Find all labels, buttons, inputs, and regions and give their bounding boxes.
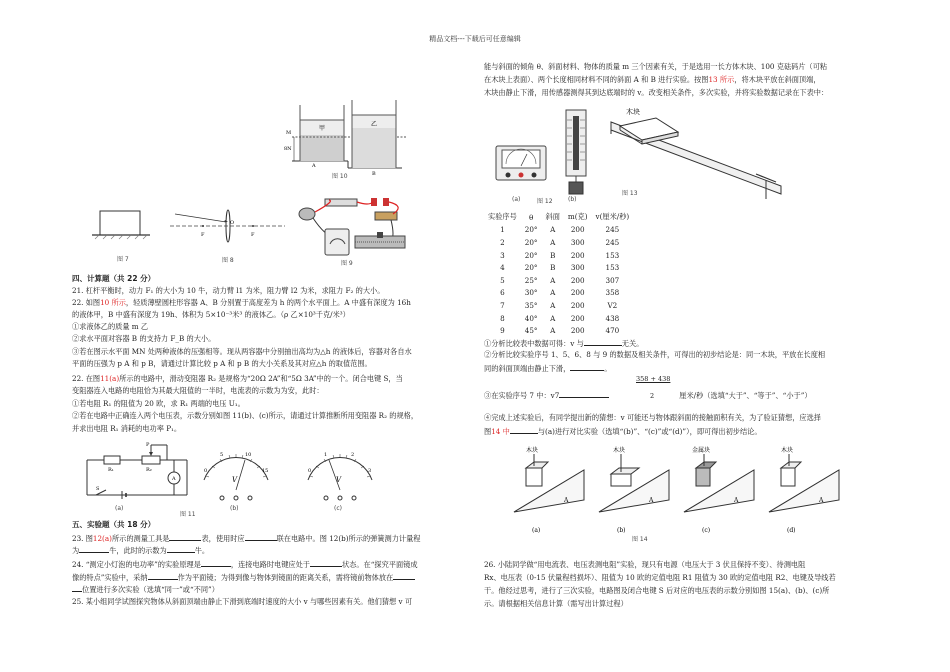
question-26-line-2: Rx、电压表（0-15 伏量程档损坏）、阻值为 10 欧的定值电阻 R1 阻值为 30 欧的定值电阻 R2、电键及导线若 <box>484 573 836 582</box>
answer-4-line-1: ④完成上述实验后，有同学提出新的猜想：v 可能还与物体跟斜面的接触面积有关，为了验证猜想，应选择 <box>484 413 821 422</box>
table-header-cell: θ <box>528 212 534 222</box>
table-header-cell: 斜面 <box>545 212 560 222</box>
table-cell: 6 <box>500 288 505 298</box>
answer-blank[interactable] <box>570 363 604 371</box>
table-cell: A <box>550 275 556 285</box>
fig14-ref-link[interactable]: 14 中 <box>491 427 510 436</box>
answer-3: ③在实验序号 7 中：v7 厘米/秒（选填“大于”、“等于”、“小于”） <box>484 391 812 400</box>
fig8-label-f1: F <box>201 232 205 238</box>
fig11-label-a: A <box>172 476 176 482</box>
table-cell: 8 <box>500 313 505 323</box>
question-22-line-2: 的液体甲，B 中盛有深度为 19h、体积为 5×10⁻³米³ 的液体乙。（ρ 乙×10³千克/米³） <box>72 310 350 319</box>
table-cell: A <box>550 288 556 298</box>
table-cell: 3 <box>500 250 505 260</box>
q25-cont-line-1: 能与斜面的倾角 θ、斜面材料、物体的质量 m 三个因素有关，于是选用一长方体木块、100 克砝码片（可粘 <box>484 62 828 71</box>
fig11-label-s: S <box>96 486 100 492</box>
fig14-panel-c-label: 金属块 <box>692 447 711 454</box>
figure-12b-spring-scale <box>556 108 596 198</box>
fig10-ref-link[interactable]: 10 所示 <box>100 298 126 307</box>
table-cell: 470 <box>605 326 620 336</box>
table-row <box>484 249 633 262</box>
answer-blank[interactable] <box>72 584 82 592</box>
answer-blank[interactable] <box>393 572 415 580</box>
figure-9 <box>295 196 420 264</box>
table-cell: 25° <box>524 275 538 285</box>
figure-11-caption: 图 11 <box>180 511 196 518</box>
table-cell: B <box>550 250 556 260</box>
table-header-cell: m(克) <box>567 212 588 222</box>
experiment-table <box>484 211 633 337</box>
fig14-panel-d-letter: A <box>819 497 824 504</box>
question-22-line-4: ②求水平面对容器 B 的支持力 F_B 的大小。 <box>72 334 216 343</box>
page-header: 精品文档---下载后可任意编辑 <box>429 35 521 43</box>
fig10-label-jia: 甲 <box>319 125 326 132</box>
question-23e-line-2: 为 牛，此时的示数为 牛。 <box>72 546 210 555</box>
table-cell: V2 <box>607 300 618 310</box>
fig11-label-r1: R₁ <box>108 467 114 473</box>
table-row <box>484 261 633 274</box>
answer-blank[interactable] <box>201 559 231 567</box>
question-24-line-2: 像的特点”实验中，采纳 作为平面镜；为得到像与物体到镜面的距离关系，需将镜前物体放在 <box>72 572 415 583</box>
question-22-line-6: 平面的压强为 p A 和 p B，请通过计算比较 p A 和 p B 的大小关系及其对应△h 的取值范围。 <box>72 359 372 368</box>
question-26-line-4: 示。请根据相关信息计算（需写出计算过程） <box>484 599 628 608</box>
table-cell: 9 <box>500 326 505 336</box>
fig14-panel-d-label: 木块 <box>781 447 794 454</box>
table-cell: 40° <box>524 313 538 323</box>
fig10-label-yi: 乙 <box>371 121 378 128</box>
fig10-label-a: A <box>312 163 316 169</box>
fig12-sub-b: (b) <box>568 196 577 203</box>
figure-11b-meter <box>198 446 274 504</box>
fig11b-tick-5: 5 <box>220 452 224 458</box>
fig14-panel-a-label: 木块 <box>526 447 539 454</box>
q25-cont-line-3: 木块由静止下滑，用传感器测得其到达底端时的 v。改变相关条件，多次实验，并将实验数据记录在下表中： <box>484 88 829 97</box>
fig13-label: 木块 <box>626 108 640 116</box>
answer-1: ①分析比较表中数据可得：v 与 无关。 <box>484 339 644 348</box>
fig14-sub-d: (d) <box>787 527 796 534</box>
fig13-ref-link[interactable]: 13 所示 <box>708 75 735 84</box>
fig14-sub-b: (b) <box>617 527 626 534</box>
table-cell: 300 <box>570 263 585 273</box>
fig11b-unit-v: V <box>232 476 238 484</box>
table-cell: 245 <box>605 225 620 235</box>
fig14-panel-a <box>514 446 584 512</box>
answer-blank[interactable] <box>79 545 109 553</box>
table-cell: 200 <box>570 326 585 336</box>
fig11c-unit-v: V <box>336 476 342 484</box>
figure-11a-circuit <box>82 440 202 502</box>
fig14-panel-d <box>769 446 839 512</box>
answer-blank[interactable] <box>584 338 622 346</box>
figure-10-caption: 图 10 <box>332 173 348 180</box>
answer-blank[interactable] <box>169 533 201 541</box>
question-26-line-1: 26. 小陆同学做“用电流表、电压表测电阻”实验，现只有电源（电压大于 3 伏且保持不变）、待测电阻 <box>484 560 806 569</box>
table-cell: 153 <box>605 263 620 273</box>
table-cell: 7 <box>500 300 505 310</box>
fraction-denominator: 2 <box>650 392 655 400</box>
fig14-panel-c <box>684 446 754 512</box>
fig11-sub-a: (a) <box>115 505 124 512</box>
answer-blank[interactable] <box>245 533 277 541</box>
section-5-title: 五、实验题（共 18 分） <box>72 520 156 529</box>
fig12a-ref-link[interactable]: 12(a) <box>92 534 112 543</box>
fig11c-tick-0: 0 <box>308 468 312 474</box>
table-header-cell: 实验序号 <box>488 212 517 222</box>
table-row <box>484 236 633 249</box>
fig11b-tick-10: 10 <box>245 452 252 458</box>
answer-2-line-1: ②分析比较实验序号 1、5、6、8 与 9 的数据及相关条件，可得出的初步结论是：同一木块，平放在长度相 <box>484 350 826 359</box>
table-row <box>484 274 633 287</box>
figure-7-caption: 图 7 <box>117 256 129 263</box>
question-23-line-4: ②若在电路中正确连入两个电压表，示数分别如图 11(b)、(c)所示，请通过计算推断所用变阻器 R₂ 的规格， <box>72 411 419 420</box>
table-cell: 200 <box>570 225 585 235</box>
fig11c-tick-2: 2 <box>351 452 355 458</box>
question-23-line-1: 22. 在图11(a)所示的电路中，滑动变阻器 R₂ 是规格为“20Ω 2A”和“5Ω 3A”中的一个。闭合电键 S，当 <box>72 374 403 383</box>
table-cell: 245 <box>605 237 620 247</box>
fig14-sub-c: (c) <box>702 527 711 534</box>
figure-12a-meter <box>494 140 550 186</box>
table-row <box>484 287 633 300</box>
question-23e-line-1: 23. 图12(a)所示的测量工具是 表，使用时应 联在电路中。图 12(b)所示的弹簧测力计量程 <box>72 534 421 543</box>
question-23-line-5: 并求出电阻 R₁ 消耗的电功率 P₁。 <box>72 424 182 433</box>
question-26-line-3: 干。他经过思考，进行了三次实验，电路图及闭合电键 S 后对应的电压表的示数分别如图 15(a)、(b)、(c)所 <box>484 586 830 595</box>
fig11-label-p: P <box>146 442 150 448</box>
table-cell: 307 <box>605 275 620 285</box>
q25-cont-line-2: 在木块上表面）、两个长度相同材料不同的斜面 A 和 B 进行实验。按图13 所示，将木块平放在斜面顶端， <box>484 75 821 84</box>
fig14-panel-c-letter: A <box>734 497 739 504</box>
answer-blank[interactable] <box>148 572 178 580</box>
table-cell: A <box>550 313 556 323</box>
table-cell: 200 <box>570 275 585 285</box>
table-cell: 30° <box>524 288 538 298</box>
figure-10 <box>284 100 412 180</box>
fig14-sub-a: (a) <box>532 527 541 534</box>
table-cell: A <box>550 237 556 247</box>
question-22-line-5: ③若在图示水平面 MN 处两种液体的压强相等。现从两容器中分别抽出高均为△h 的液体后，容器对各自水 <box>72 347 412 356</box>
fraction-numerator: 358 + 438 <box>636 375 671 383</box>
fig11b-tick-15: 15 <box>262 468 269 474</box>
table-cell: B <box>550 263 556 273</box>
fig8-label-o: O <box>230 220 235 226</box>
fig10-label-m: M <box>286 130 292 136</box>
figure-11c-meter <box>302 446 378 504</box>
table-row <box>484 312 633 325</box>
table-header-cell: v(厘米/秒) <box>595 212 630 222</box>
table-cell: 5 <box>500 275 505 285</box>
fig14-panel-b <box>599 446 669 512</box>
table-cell: 2 <box>500 237 505 247</box>
table-cell: 20° <box>524 225 538 235</box>
fig11-label-r2: R₂ <box>146 467 152 473</box>
fig14-panel-b-label: 木块 <box>613 447 626 454</box>
table-cell: 35° <box>524 300 538 310</box>
table-cell: 358 <box>605 288 620 298</box>
fig12-sub-a: (a) <box>512 196 521 203</box>
table-cell: A <box>550 300 556 310</box>
question-22-line-1: 22. 如图10 所示，轻质薄壁圆柱形容器 A、B 分别置于高度差为 h 的两个水平面上。A 中盛有深度为 16h <box>72 298 411 307</box>
table-cell: 45° <box>524 326 538 336</box>
fig11-sub-c: (c) <box>334 505 342 512</box>
question-23-line-3: ①若电阻 R₁ 的阻值为 20 欧，求 R₁ 两端的电压 U₁。 <box>72 399 245 408</box>
table-cell: 200 <box>570 313 585 323</box>
table-cell: 300 <box>570 237 585 247</box>
figure-14-caption: 图 14 <box>632 536 648 543</box>
fig10-label-8n: 8N <box>284 146 292 152</box>
table-cell: 200 <box>570 250 585 260</box>
fig14-panel-a-letter: A <box>564 497 569 504</box>
table-cell: 200 <box>570 288 585 298</box>
fig8-label-f2: F <box>251 232 255 238</box>
table-header-row <box>484 211 633 224</box>
table-cell: 153 <box>605 250 620 260</box>
table-row <box>484 299 633 312</box>
fig14-panel-b-letter: A <box>649 497 654 504</box>
fig11b-tick-0: 0 <box>204 468 208 474</box>
table-cell: 200 <box>570 300 585 310</box>
table-cell: 20° <box>524 250 538 260</box>
fig11c-tick-3: 3 <box>368 468 372 474</box>
figure-12-caption: 图 12 <box>537 198 553 205</box>
fig10-label-b: B <box>372 171 376 177</box>
answer-blank[interactable] <box>310 559 342 567</box>
table-cell: 20° <box>524 237 538 247</box>
fig11-ref-link[interactable]: 11(a) <box>100 374 120 383</box>
question-25-line-1: 25. 某小组同学试图探究物体从斜面顶端由静止下滑到底端时速度的大小 v 与哪些因素有关。他们猜想 v 可 <box>72 597 413 606</box>
question-22-line-3: ①求液体乙的质量 m 乙 <box>72 322 149 331</box>
answer-blank[interactable] <box>510 426 538 434</box>
answer-blank[interactable] <box>559 390 609 398</box>
table-row <box>484 224 633 237</box>
figure-7 <box>92 208 150 243</box>
question-21: 21. 杠杆平衡时，动力 F₁ 的大小为 10 牛，动力臂 l1 为米，阻力臂 l2 为米，求阻力 F₂ 的大小。 <box>72 286 385 295</box>
fig11-sub-b: (b) <box>230 505 239 512</box>
question-24-line-1: 24. “测定小灯泡的电功率”的实验原理是 ，连接电路时电键应处于 状态。在“探究平面镜成 <box>72 560 418 569</box>
table-cell: 1 <box>500 225 505 235</box>
figure-8 <box>170 210 285 258</box>
figure-9-caption: 图 9 <box>341 260 353 267</box>
answer-4-line-2: 图14 中 与(a)进行对比实验（选填“(b)”、“(c)”或“(d)”），即可得出初步结论。 <box>484 427 762 436</box>
table-row <box>484 324 633 337</box>
question-23-line-2: 变阻器连入电路的电阻恰为其最大阻值的一半时，电流表的示数为为安，此时： <box>72 386 324 395</box>
fig11c-tick-1: 1 <box>324 452 328 458</box>
answer-blank[interactable] <box>167 545 195 553</box>
table-cell: 20° <box>524 263 538 273</box>
section-4-title: 四、计算题（共 22 分） <box>72 274 156 283</box>
figure-8-caption: 图 8 <box>222 257 234 264</box>
table-cell: 4 <box>500 263 505 273</box>
answer-2-line-2: 同的斜面顶端由静止下滑， 。 <box>484 364 612 373</box>
figure-14 <box>504 440 884 540</box>
table-cell: A <box>550 225 556 235</box>
question-24-line-3: 位置进行多次实验（选填“同一”或“不同”） <box>72 584 219 595</box>
table-cell: 438 <box>605 313 620 323</box>
table-cell: A <box>550 326 556 336</box>
figure-13-caption: 图 13 <box>622 190 638 197</box>
